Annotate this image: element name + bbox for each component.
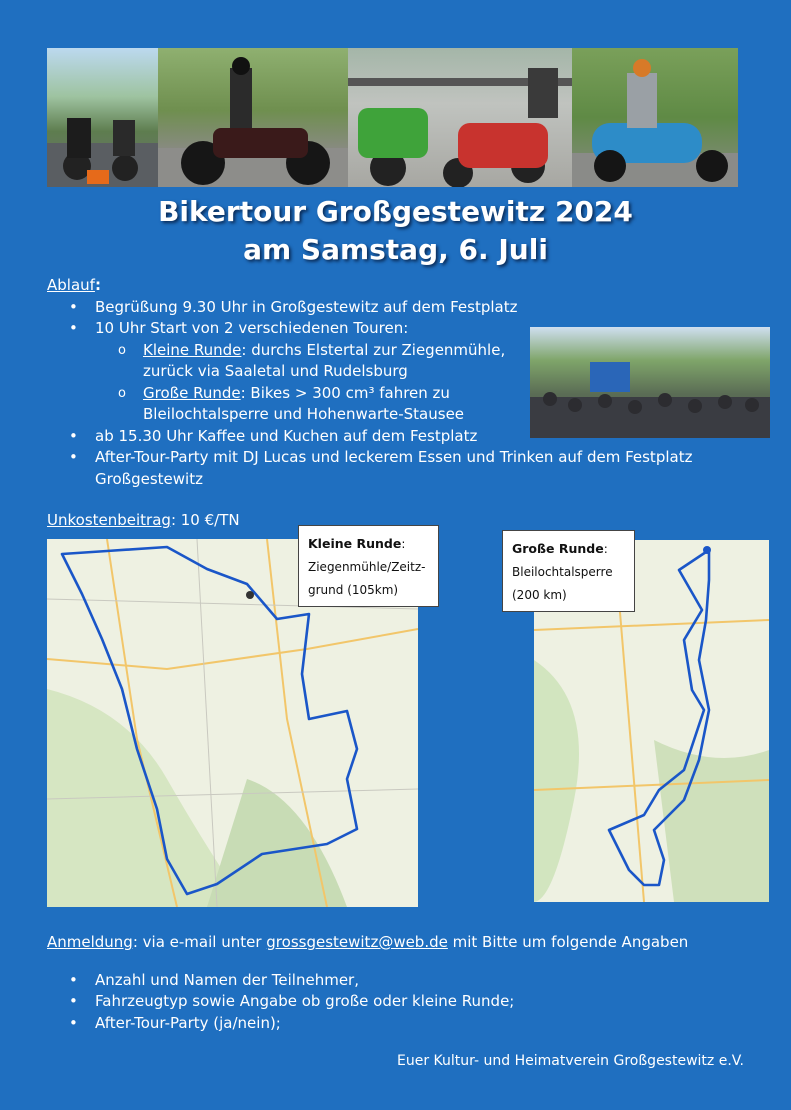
- callout-large-title: Große Runde: [512, 541, 604, 556]
- kleine-runde-text: : durchs Elstertal zur Ziegenmühle,: [241, 340, 506, 359]
- list-item: • ab 15.30 Uhr Kaffee und Kuchen auf dem Festplatz: [47, 426, 747, 448]
- callout-small-line1: Ziegenmühle/Zeitz-: [308, 560, 426, 574]
- title-line-1: Bikertour Großgestewitz 2024: [158, 195, 633, 228]
- ablauf-heading: [47, 275, 747, 297]
- list-item: • Begrüßung 9.30 Uhr in Großgestewitz auf dem Festplatz: [47, 297, 747, 319]
- grosse-runde-term: Große Runde: [143, 383, 241, 402]
- callout-small-colon: :: [401, 537, 406, 551]
- header-photo-strip: [47, 48, 738, 187]
- callout-kleine-runde: [298, 525, 439, 607]
- page-title: [0, 193, 791, 269]
- callout-small-title: Kleine Runde: [308, 536, 402, 551]
- list-item: • 10 Uhr Start von 2 verschiedenen Touren:: [47, 318, 747, 340]
- anmeldung-text1: : via e-mail unter: [132, 933, 267, 951]
- callout-small-line2: grund (105km): [308, 583, 399, 597]
- ablauf-label: Ablauf: [47, 276, 95, 294]
- photo-mopeds-group: [348, 48, 572, 187]
- photo-sidecar-rider: [572, 48, 738, 187]
- party-place: Großgestewitz: [95, 469, 203, 488]
- list-item: • Fahrzeugtyp sowie Angabe ob große oder kleine Runde;: [47, 991, 747, 1013]
- kleine-runde-term: Kleine Runde: [143, 340, 242, 359]
- callout-large-line1: Bleilochtalsperre: [512, 565, 613, 579]
- anmeldung-text2: mit Bitte um folgende Angaben: [447, 933, 689, 951]
- photo-bikers-road: [47, 48, 158, 187]
- unkosten-line: [47, 510, 240, 532]
- anmeldung-line: [47, 932, 747, 954]
- anmeldung-label: Anmeldung: [47, 933, 133, 951]
- kleine-runde-text2: zurück via Saaletal und Rudelsburg: [143, 362, 408, 380]
- ablauf-colon: :: [94, 276, 101, 294]
- callout-grosse-runde: [502, 530, 635, 612]
- footer-signature: Euer Kultur- und Heimatverein Großgestewitz e.V.: [397, 1053, 744, 1069]
- party-text: After-Tour-Party mit DJ Lucas und leckerem Essen und Trinken auf dem Festplatz: [95, 448, 693, 466]
- callout-large-colon: :: [603, 542, 608, 556]
- list-item: • Anzahl und Namen der Teilnehmer,: [47, 970, 747, 992]
- list-item: • After-Tour-Party (ja/nein);: [47, 1013, 747, 1035]
- photo-crowd-festplatz: [530, 327, 770, 438]
- email-link[interactable]: grossgestewitz@web.de: [266, 933, 448, 951]
- title-line-2: am Samstag, 6. Juli: [243, 233, 548, 266]
- anmeldung-section: [47, 932, 747, 1034]
- grosse-runde-text: : Bikes > 300 cm³ fahren zu: [240, 383, 450, 402]
- list-item: [47, 447, 747, 490]
- photo-cruiser-rider: [158, 48, 348, 187]
- callout-large-line2: (200 km): [512, 588, 567, 602]
- grosse-runde-text2: Bleilochtalsperre und Hohenwarte-Stausee: [143, 405, 465, 423]
- anmeldung-list: [47, 970, 747, 1035]
- unkosten-value: : 10 €/TN: [170, 511, 240, 529]
- unkosten-label: Unkostenbeitrag: [47, 511, 171, 529]
